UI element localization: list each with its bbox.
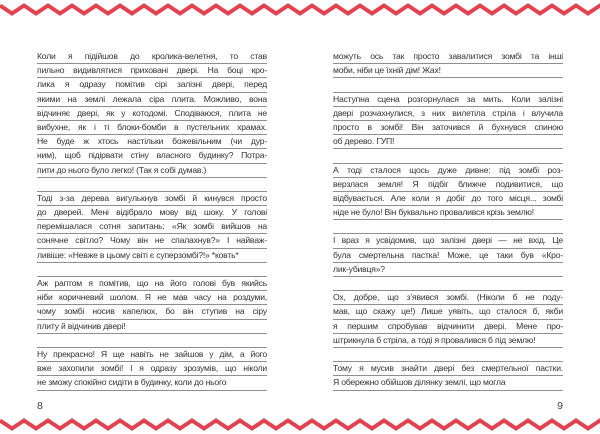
page-left-text <box>37 50 267 391</box>
text-line: Я обережно обійшов ділянку землі, що могла <box>333 376 563 390</box>
ruled-blank-line <box>333 348 563 362</box>
text-line: ніби коричневий шолом. Я не мав часу на роздуми, <box>37 291 267 305</box>
text-line: я першим спробував відчинити двері. Мене про- <box>333 320 563 334</box>
ruled-blank-line <box>333 220 563 234</box>
text-line: двері розчахнулися, з них вилетіла стріла і влучила <box>333 107 563 121</box>
text-line: Тому я мусив знайти двері без смертельної пастки. <box>333 362 563 376</box>
text-line: до дверей. Мені відібрало мову від шоку. У голові <box>37 206 267 220</box>
text-line: була смертельна пастка! Може, це таки був «Кро- <box>333 249 563 263</box>
text-line: І враз я усвідомив, що залізні двері — не вхід. Це <box>333 234 563 248</box>
ruled-blank-line <box>37 178 267 192</box>
text-line: А тоді сталося щось дуже дивне: під зомбі роз- <box>333 164 563 178</box>
zigzag-line <box>0 421 600 429</box>
text-line: можуть ось так просто завалитися зомбі та інші <box>333 50 563 64</box>
text-line: не зможу спокійно сидіти в будинку, коли до нього <box>37 376 267 390</box>
text-line: лик-убивця»? <box>333 263 563 277</box>
zigzag-border-top-icon <box>0 3 600 16</box>
zigzag-border-bottom-icon <box>0 418 600 431</box>
text-line: чому зомбі носив капелюх, бо він ступив на сіру <box>37 305 267 319</box>
text-line: моби, ніби це їхній дім! Жах! <box>333 64 563 78</box>
text-line: верзлася земля! Я підбіг ближче подивитися, що <box>333 178 563 192</box>
text-line: пити до нього було легко! (Так я собі думав.) <box>37 164 267 178</box>
ruled-blank-line <box>333 277 563 291</box>
text-line: Коли я підійшов до кролика-велетня, то став <box>37 50 267 64</box>
text-line: Аж раптом я помітив, що на його голові був якийсь <box>37 277 267 291</box>
text-line: плиту й відчинив двері! <box>37 320 267 334</box>
text-line: Не буде ж хтось настільки божевільним (чи дур- <box>37 135 267 149</box>
ruled-blank-line <box>333 78 563 92</box>
text-line: Тоді з-за дерева вигулькнув зомбі й кинувся просто <box>37 192 267 206</box>
text-line: просто в зомбі! Він заточився й бухнувся спиною <box>333 121 563 135</box>
text-line: вибухне, як і ті блоки-бомби в пустельних храмах. <box>37 121 267 135</box>
text-line: ливіше: «Невже в цьому світі є суперзомбі?!» *ковть* <box>37 249 267 263</box>
text-line: відчиняє двері, як у котодомі. Сподіваюся, плита не <box>37 107 267 121</box>
ruled-blank-line <box>333 149 563 163</box>
text-line: об дерево. ГУП! <box>333 135 563 149</box>
ruled-blank-line <box>37 263 267 277</box>
text-line: вже захопили зомбі! І я одразу зрозумів, що ніколи <box>37 362 267 376</box>
text-line: пильно видивлятися приховані двері. На боці кро- <box>37 64 267 78</box>
text-line: ніде не було! Він буквально провалився крізь землю! <box>333 206 563 220</box>
text-line: ним), щоб підірвати стіну власного будинку? Потра- <box>37 149 267 163</box>
text-line: лика я одразу помітив сірі залізні двері, перед <box>37 78 267 92</box>
text-line: Ну прекрасно! Я ще навіть не зайшов у дім, а його <box>37 348 267 362</box>
text-line: сонячне світло? Чому він не спалахнув?» І найваж- <box>37 234 267 248</box>
page-right-text <box>333 50 563 391</box>
text-line: якими на землі лежала сіра плита. Можливо, вона <box>37 93 267 107</box>
text-line: відбувається. Але коли я добіг до того місця... зомбі <box>333 192 563 206</box>
text-line: Ох, добре, що з’явився зомбі. (Ніколи б не поду- <box>333 291 563 305</box>
text-line: мав, що скажу це!) Лише уявіть, що сталося б, якби <box>333 305 563 319</box>
text-line: Наступна сцена розгорнулася за мить. Коли залізні <box>333 93 563 107</box>
page-number-right: 9 <box>557 400 563 412</box>
page-number-left: 8 <box>37 400 43 412</box>
ruled-blank-line <box>37 334 267 348</box>
text-line: штрикнула б стріла, а тоді я провалився б під землю! <box>333 334 563 348</box>
text-line: перемішалася сотня запитань: «Як зомбі вийшов на <box>37 220 267 234</box>
zigzag-line <box>0 6 600 14</box>
